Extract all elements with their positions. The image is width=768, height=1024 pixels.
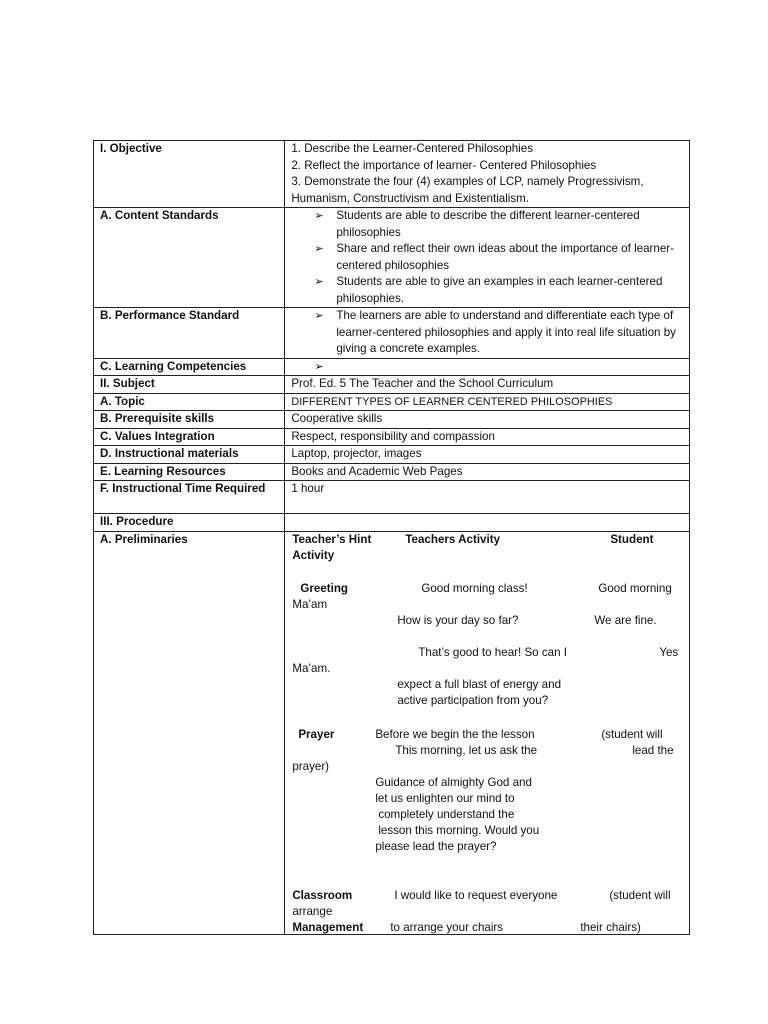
student-activity-text: (student will — [601, 727, 663, 741]
performance-standard-list — [291, 308, 683, 358]
objective-line: 1. Describe the Learner-Centered Philosophies — [291, 142, 533, 155]
preliminaries-label: A. Preliminaries — [94, 531, 285, 934]
teacher-activity-text: Before we begin the the lesson — [375, 727, 535, 741]
student-activity-text: Yes — [659, 645, 679, 659]
student-activity-text: Ma’am — [292, 597, 328, 611]
performance-standard-value — [285, 308, 690, 359]
objective-value — [285, 141, 690, 208]
hint-prayer: Prayer — [298, 727, 335, 741]
teacher-activity-text: let us enlighten our mind to — [375, 791, 515, 805]
hint-management: Management — [292, 920, 364, 934]
row-procedure — [94, 514, 690, 532]
objective-line: Humanism, Constructivism and Existentialism. — [291, 191, 530, 205]
teacher-activity-text: expect a full blast of energy and — [397, 677, 562, 691]
header-student-activity: Activity — [292, 548, 335, 562]
performance-standard-label: B. Performance Standard — [94, 308, 285, 359]
prerequisite-label: B. Prerequisite skills — [94, 411, 285, 429]
list-item: ➢ Students are able to describe the different learner-centered philosophies — [314, 208, 683, 241]
arrow-bullet-icon — [291, 360, 323, 373]
teacher-activity-text: This morning, let us ask the — [395, 743, 538, 757]
row-instructional-time — [94, 481, 690, 514]
student-activity-text: Good morning — [598, 581, 672, 595]
subject-value: Prof. Ed. 5 The Teacher and the School Curriculum — [285, 376, 690, 394]
student-activity-text: lead the — [632, 743, 674, 757]
time-value: 1 hour — [285, 481, 690, 514]
resources-value: Books and Academic Web Pages — [285, 463, 690, 481]
row-objective — [94, 141, 690, 208]
hint-classroom: Classroom — [292, 888, 353, 902]
teacher-activity-text: How is your day so far? — [397, 613, 519, 627]
teacher-activity-text: lesson this morning. Would you — [378, 823, 540, 837]
student-activity-text: Ma’am. — [292, 661, 331, 675]
row-instructional-materials — [94, 446, 690, 464]
teacher-activity-text: Good morning class! — [421, 581, 528, 595]
topic-label: A. Topic — [94, 393, 285, 411]
procedure-value — [285, 514, 690, 532]
row-topic — [94, 393, 690, 411]
hint-greeting: Greeting — [300, 581, 348, 595]
resources-label: E. Learning Resources — [94, 463, 285, 481]
row-content-standards — [94, 208, 690, 308]
student-activity-text: prayer) — [292, 759, 330, 773]
teacher-activity-text: That’s good to hear! So can I — [418, 645, 567, 659]
lesson-plan-table — [93, 140, 690, 935]
procedure-label: III. Procedure — [94, 514, 285, 532]
learning-competencies-label: C. Learning Competencies — [94, 358, 285, 376]
list-item: ➢ Students are able to give an examples in each learner-centered philosophies. — [314, 274, 683, 307]
materials-label: D. Instructional materials — [94, 446, 285, 464]
student-activity-text: their chairs) — [580, 920, 641, 934]
objective-line: 3. Demonstrate the four (4) examples of LCP, namely Progressivism, — [291, 175, 644, 188]
header-student-activity: Student — [610, 532, 654, 546]
content-standards-list — [291, 208, 683, 307]
values-value: Respect, responsibility and compassion — [285, 428, 690, 446]
student-activity-text: We are fine. — [594, 613, 657, 627]
list-item: ➢ Share and reflect their own ideas about the importance of learner-centered philosophies — [314, 241, 683, 274]
row-prerequisite-skills — [94, 411, 690, 429]
row-learning-competencies — [94, 358, 690, 376]
procedure-activity-block — [289, 532, 685, 934]
teacher-activity-text: I would like to request everyone — [394, 888, 558, 902]
content-standards-value — [285, 208, 690, 308]
student-activity-text: (student will — [609, 888, 671, 902]
objective-label: I. Objective — [94, 141, 285, 208]
row-preliminaries — [94, 531, 690, 934]
teacher-activity-text: Guidance of almighty God and — [375, 775, 532, 789]
header-teachers-hint: Teacher’s Hint — [292, 532, 372, 546]
list-item: ➢ The learners are able to understand and differentiate each type of learner-centered philosophies and apply it into real life situation by giving a concrete examples. — [314, 308, 683, 358]
objective-line: 2. Reflect the importance of learner- Centered Philosophies — [291, 158, 597, 172]
student-activity-text: arrange — [292, 904, 333, 918]
row-performance-standard — [94, 308, 690, 359]
teacher-activity-text: to arrange your chairs — [390, 920, 504, 934]
materials-value: Laptop, projector, images — [285, 446, 690, 464]
header-teachers-activity: Teachers Activity — [405, 532, 501, 546]
subject-label: II. Subject — [94, 376, 285, 394]
teacher-activity-text: completely understand the — [378, 807, 515, 821]
row-subject — [94, 376, 690, 394]
prerequisite-value: Cooperative skills — [285, 411, 690, 429]
values-label: C. Values Integration — [94, 428, 285, 446]
preliminaries-value — [285, 531, 690, 934]
teacher-activity-text: active participation from you? — [397, 693, 549, 707]
time-label: F. Instructional Time Required — [94, 481, 285, 514]
topic-value: DIFFERENT TYPES OF LEARNER CENTERED PHILOSOPHIES — [285, 393, 690, 411]
teacher-activity-text: please lead the prayer? — [375, 839, 497, 853]
row-values-integration — [94, 428, 690, 446]
row-learning-resources — [94, 463, 690, 481]
learning-competencies-value — [285, 358, 690, 376]
content-standards-label: A. Content Standards — [94, 208, 285, 308]
